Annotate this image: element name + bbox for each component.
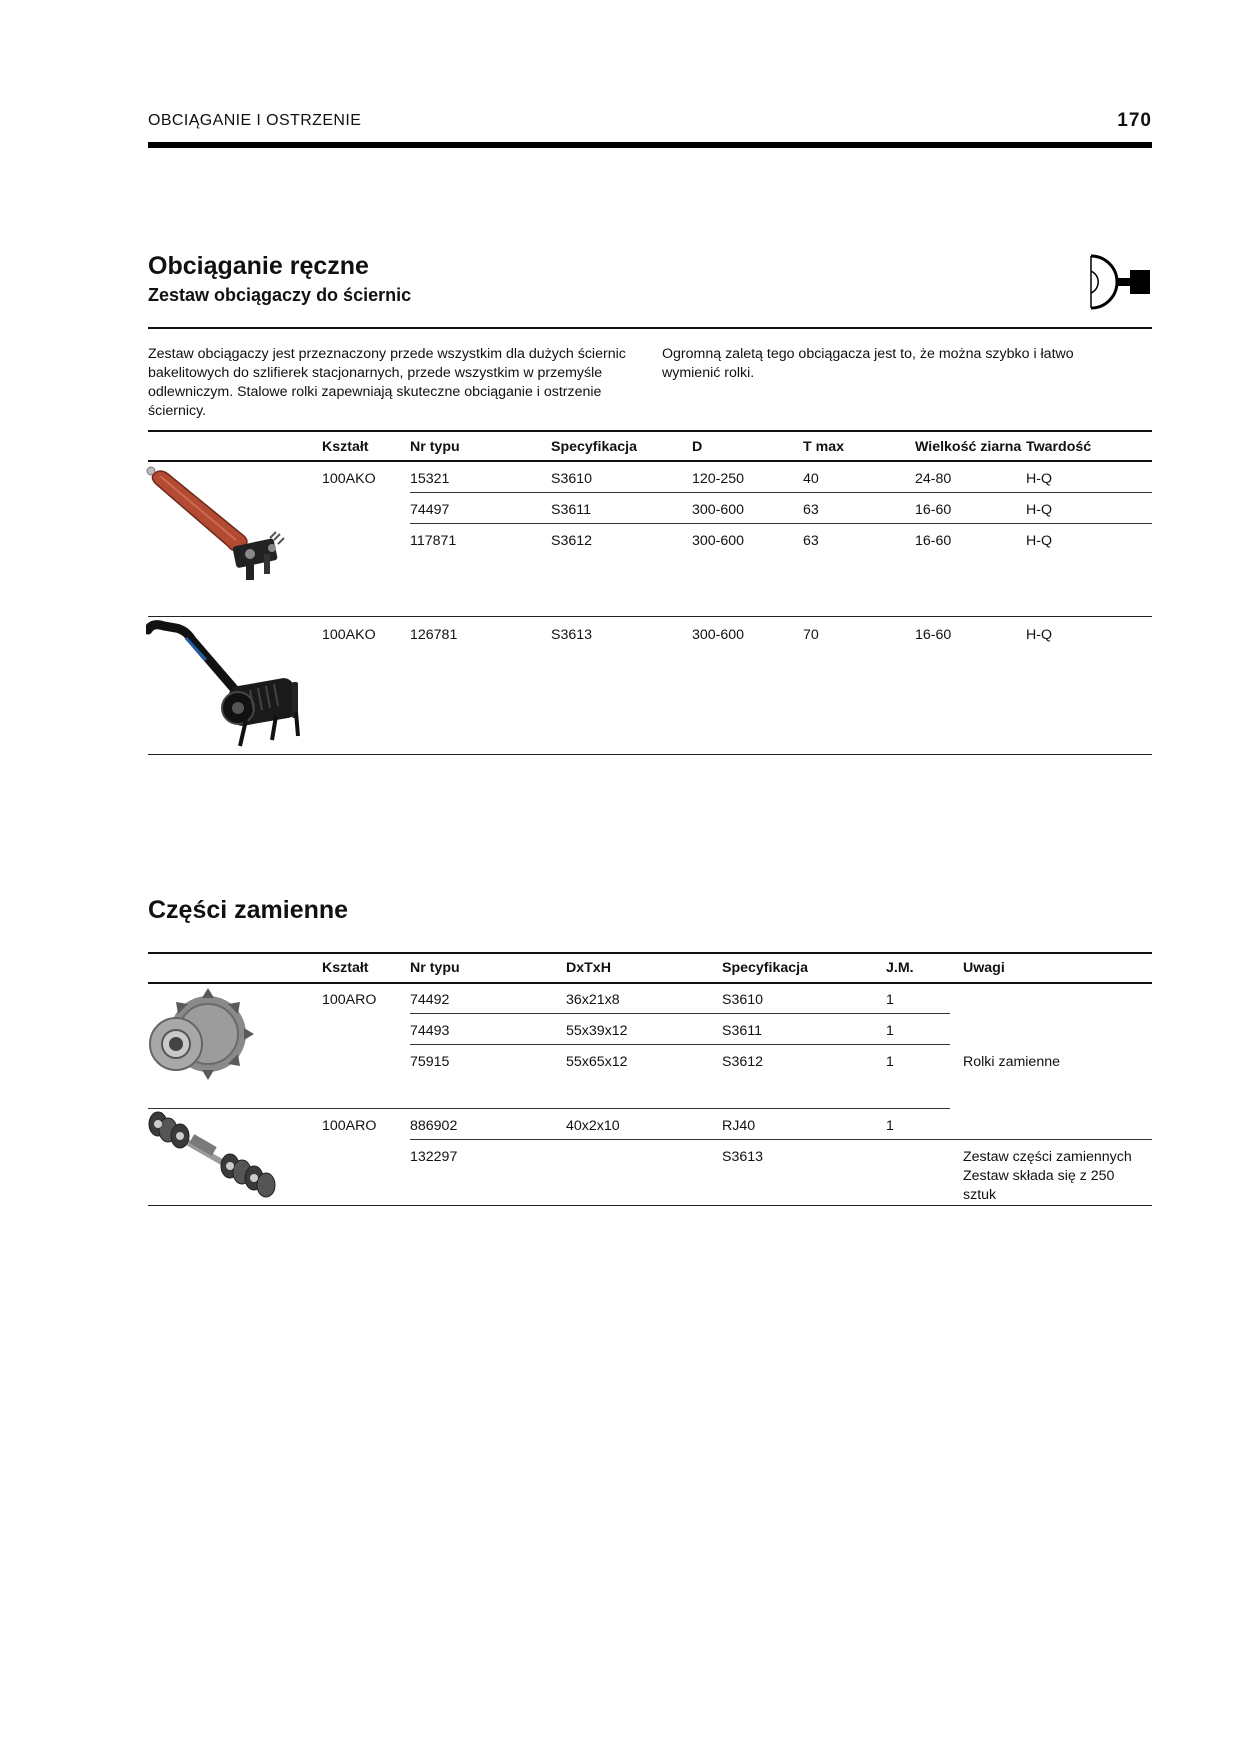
table-cell: 1 — [886, 1054, 894, 1070]
table1-header-shape: Kształt — [322, 439, 369, 455]
table-cell: S3613 — [722, 1149, 764, 1165]
note-spare-set-line: Zestaw części zamiennych — [963, 1149, 1132, 1165]
table1-bottom-rule — [148, 754, 1152, 755]
table-cell: 16-60 — [915, 627, 952, 643]
title-rule — [148, 327, 1152, 329]
table-cell: 55x65x12 — [566, 1054, 628, 1070]
page-number: 170 — [1117, 110, 1152, 131]
page-title: Obciąganie ręczne — [148, 252, 369, 280]
note-spare-set-line: Zestaw składa się z 250 — [963, 1168, 1115, 1184]
table-cell: 1 — [886, 1023, 894, 1039]
table1-header-spec: Specyfikacja — [551, 439, 637, 455]
row-divider — [410, 1044, 950, 1045]
table-cell: 63 — [803, 533, 819, 549]
table1-header-grain: Wielkość ziarna — [915, 439, 1022, 455]
table-cell: H-Q — [1026, 502, 1053, 518]
table-cell: 24-80 — [915, 471, 952, 487]
dressing-wheel-icon — [1088, 253, 1152, 311]
table-cell: 16-60 — [915, 502, 952, 518]
parts-top-rule — [148, 952, 1152, 954]
table-cell: 132297 — [410, 1149, 458, 1165]
table-cell: 120-250 — [692, 471, 745, 487]
table-cell: H-Q — [1026, 533, 1053, 549]
black-handle-dresser-image — [146, 620, 316, 750]
table-cell: RJ40 — [722, 1118, 756, 1134]
description-left: Zestaw obciągaczy jest przeznaczony przede wszystkim dla dużych ściernic bakelitowych do szlifierek stacjonarnych, przede wszystkim w przemyśle odlewniczym. Stalowe rolki zapewniają skuteczne obciąganie i ostrzenie ściernicy. — [148, 346, 626, 419]
table-cell: 40 — [803, 471, 819, 487]
parts-header-shape: Kształt — [322, 960, 369, 976]
table-cell: 1 — [886, 1118, 894, 1134]
table-cell: 63 — [803, 502, 819, 518]
roll-spindle-set-image — [146, 1110, 282, 1204]
header-rule — [148, 142, 1152, 148]
parts-title: Części zamienne — [148, 896, 349, 924]
table1-header-tmax: T max — [803, 439, 845, 455]
parts-header-notes: Uwagi — [963, 960, 1005, 976]
table-cell: S3610 — [551, 471, 593, 487]
table-cell: 100AKO — [322, 627, 376, 643]
table-cell: 100AKO — [322, 471, 376, 487]
description-right: Ogromną zaletą tego obciągacza jest to, że można szybko i łatwo wymienić rolki. — [662, 346, 1074, 381]
note-spare-set-line: sztuk — [963, 1187, 997, 1203]
parts-group-rule — [148, 1108, 950, 1109]
parts-header-unit: J.M. — [886, 960, 914, 976]
parts-header-rule — [148, 982, 1152, 984]
parts-header-type: Nr typu — [410, 960, 460, 976]
table1-header-type: Nr typu — [410, 439, 460, 455]
table-cell: 75915 — [410, 1054, 450, 1070]
table-cell: 126781 — [410, 627, 458, 643]
table-cell: 300-600 — [692, 502, 745, 518]
table-cell: S3612 — [551, 533, 593, 549]
table-cell: 70 — [803, 627, 819, 643]
note-replacement-rolls: Rolki zamienne — [963, 1054, 1060, 1070]
table-cell: 15321 — [410, 471, 450, 487]
row-divider — [410, 492, 1152, 493]
table-cell: S3612 — [722, 1054, 764, 1070]
table-cell: S3613 — [551, 627, 593, 643]
table-cell: 300-600 — [692, 533, 745, 549]
table-cell: 36x21x8 — [566, 992, 620, 1008]
section-header: OBCIĄGANIE I OSTRZENIE — [148, 112, 362, 129]
parts-header-spec: Specyfikacja — [722, 960, 808, 976]
red-handle-dresser-image — [146, 464, 306, 586]
table1-top-rule — [148, 430, 1152, 432]
table-cell: 117871 — [410, 533, 457, 549]
note-spare-set — [963, 1148, 1132, 1205]
table-cell: S3610 — [722, 992, 764, 1008]
star-wheel-roll-image — [146, 986, 256, 1084]
parts-bottom-rule — [148, 1205, 1152, 1206]
table-cell: 16-60 — [915, 533, 952, 549]
table-cell: 74493 — [410, 1023, 450, 1039]
table-cell: 1 — [886, 992, 894, 1008]
table1-header-hardness: Twardość — [1026, 439, 1092, 455]
table-cell: H-Q — [1026, 471, 1053, 487]
row-divider — [410, 1139, 1152, 1140]
table-cell: 100ARO — [322, 992, 377, 1008]
table-cell: 55x39x12 — [566, 1023, 628, 1039]
table-cell: S3611 — [722, 1023, 762, 1039]
table-cell: S3611 — [551, 502, 591, 518]
parts-header-dims: DxTxH — [566, 960, 611, 976]
table-cell: 300-600 — [692, 627, 745, 643]
table-cell: 74497 — [410, 502, 450, 518]
row-divider — [410, 523, 1152, 524]
row-divider — [410, 1013, 950, 1014]
table1-group-rule — [148, 616, 1152, 617]
table-cell: H-Q — [1026, 627, 1053, 643]
table-cell: 40x2x10 — [566, 1118, 620, 1134]
page-subtitle: Zestaw obciągaczy do ściernic — [148, 285, 412, 305]
table1-header-d: D — [692, 439, 703, 455]
table-cell: 100ARO — [322, 1118, 377, 1134]
table-cell: 74492 — [410, 992, 450, 1008]
table1-header-rule — [148, 460, 1152, 462]
table-cell: 886902 — [410, 1118, 458, 1134]
